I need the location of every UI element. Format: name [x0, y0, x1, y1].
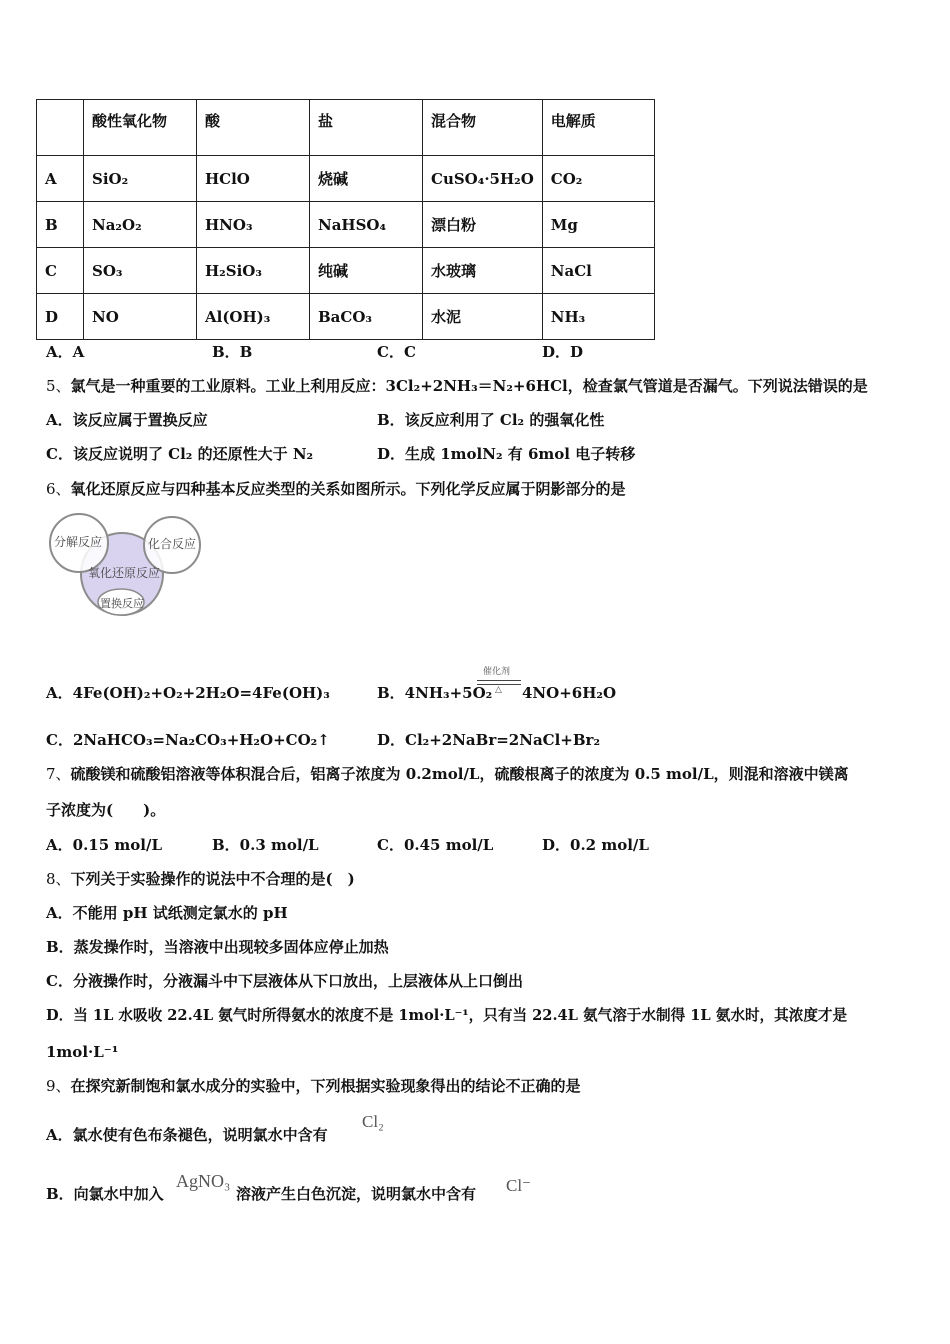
equal-line-top — [477, 680, 521, 681]
table-cell: 漂白粉 — [423, 202, 543, 248]
table-cell: 纯碱 — [310, 248, 423, 294]
q5-option-a[interactable]: A．该反应属于置换反应 — [46, 411, 208, 429]
classification-table — [36, 99, 655, 340]
table-cell: NO — [84, 294, 197, 340]
q9-option-a[interactable] — [46, 1125, 328, 1145]
q6-option-d[interactable]: D．Cl₂+2NaBr=2NaCl+Br₂ — [377, 731, 601, 749]
table-cell: Al(OH)₃ — [197, 294, 310, 340]
table-cell: SiO₂ — [84, 156, 197, 202]
heat-symbol: △ — [495, 685, 502, 695]
table-cell: C — [37, 248, 84, 294]
chloride-formula: Cl⁻ — [506, 1176, 532, 1195]
question-number: 8、 — [46, 870, 71, 888]
q5-option-b[interactable]: B．该反应利用了 Cl₂ 的强氧化性 — [377, 411, 605, 429]
q9-stem — [46, 1076, 581, 1096]
option-b-mid-text: 溶液产生白色沉淀，说明氯水中含有 — [236, 1185, 477, 1203]
question-text: 下列关于实验操作的说法中不合理的是( ) — [70, 870, 355, 888]
table-cell: NH₃ — [542, 294, 654, 340]
table-cell: Mg — [542, 202, 654, 248]
table-header-cell: 电解质 — [542, 100, 654, 156]
table-header-cell: 酸性氧化物 — [84, 100, 197, 156]
combination-label: 化合反应 — [148, 537, 197, 551]
q9-option-b[interactable] — [46, 1184, 164, 1204]
option-text: A．氯水使有色布条褪色，说明氯水中含有 — [46, 1126, 328, 1144]
table-header-row — [37, 100, 655, 156]
option-text: B．向氯水中加入 — [46, 1185, 164, 1203]
q5-option-c[interactable]: C．该反应说明了 Cl₂ 的还原性大于 N₂ — [46, 445, 314, 463]
table-cell: CO₂ — [542, 156, 654, 202]
question-text: 在探究新制饱和氯水成分的实验中，下列根据实验现象得出的结论不正确的是 — [70, 1077, 581, 1095]
q8-option-d[interactable]: D．当 1L 水吸收 22.4L 氨气时所得氨水的浓度不是 1mol·L⁻¹，只有当 22.4L 氨气溶于水制得 1L 氨水时，其浓度才是 — [46, 1007, 848, 1024]
q4-option-a[interactable]: A．A — [46, 343, 85, 361]
table-cell: CuSO₄·5H₂O — [423, 156, 543, 202]
question-number: 5、 — [46, 377, 71, 395]
reaction-venn-diagram — [44, 512, 204, 632]
table-cell: Na₂O₂ — [84, 202, 197, 248]
table-header-cell — [37, 100, 84, 156]
table-cell: H₂SiO₃ — [197, 248, 310, 294]
q8-option-d-cont: 1mol·L⁻¹ — [46, 1043, 119, 1061]
q5-stem — [46, 376, 868, 396]
option-b-products: 4NO+6H₂O — [522, 684, 617, 702]
q7-option-d[interactable]: D．0.2 mol/L — [542, 836, 649, 854]
reaction-condition — [477, 664, 523, 704]
table-cell: NaHSO₄ — [310, 202, 423, 248]
q7-option-b[interactable]: B．0.3 mol/L — [212, 836, 319, 854]
table-cell: 水玻璃 — [423, 248, 543, 294]
q6-option-b[interactable] — [377, 683, 492, 703]
q7-option-a[interactable]: A．0.15 mol/L — [46, 836, 162, 854]
q5-option-d[interactable]: D．生成 1molN₂ 有 6mol 电子转移 — [377, 445, 636, 463]
table-row — [37, 248, 655, 294]
table-row — [37, 156, 655, 202]
decomposition-label: 分解反应 — [54, 535, 103, 549]
table-cell: NaCl — [542, 248, 654, 294]
table-cell: HClO — [197, 156, 310, 202]
displacement-label: 置换反应 — [100, 597, 144, 610]
q7-stem-line2: 子浓度为( )。 — [46, 801, 166, 819]
q4-option-d[interactable]: D．D — [542, 343, 584, 361]
question-text: 氧化还原反应与四种基本反应类型的关系如图所示。下列化学反应属于阴影部分的是 — [70, 480, 626, 498]
q4-option-b[interactable]: B．B — [212, 343, 253, 361]
table-cell: 烧碱 — [310, 156, 423, 202]
q8-option-a[interactable]: A．不能用 pH 试纸测定氯水的 pH — [46, 904, 288, 922]
table-cell: B — [37, 202, 84, 248]
q6-stem — [46, 479, 626, 499]
q6-option-a[interactable]: A．4Fe(OH)₂+O₂+2H₂O=4Fe(OH)₃ — [46, 684, 330, 702]
option-b-reactants: B．4NH₃+5O₂ — [377, 684, 493, 702]
table-row — [37, 202, 655, 248]
q8-option-c[interactable]: C．分液操作时，分液漏斗中下层液体从下口放出，上层液体从上口倒出 — [46, 972, 523, 990]
table-header-cell: 混合物 — [423, 100, 543, 156]
question-number: 9、 — [46, 1077, 71, 1095]
q7-stem-line1 — [46, 764, 849, 784]
question-number: 7、 — [46, 765, 71, 783]
q4-option-c[interactable]: C．C — [377, 343, 416, 361]
catalyst-label: 催化剂 — [483, 667, 511, 677]
table-cell: HNO₃ — [197, 202, 310, 248]
table-cell: A — [37, 156, 84, 202]
table-cell: D — [37, 294, 84, 340]
q8-stem — [46, 869, 355, 889]
table-header-cell: 酸 — [197, 100, 310, 156]
table-cell: BaCO₃ — [310, 294, 423, 340]
q6-option-c[interactable]: C．2NaHCO₃=Na₂CO₃+H₂O+CO₂↑ — [46, 731, 330, 749]
q8-option-b[interactable]: B．蒸发操作时，当溶液中出现较多固体应停止加热 — [46, 938, 389, 956]
question-text: 氯气是一种重要的工业原料。工业上利用反应：3Cl₂+2NH₃＝N₂+6HCl，检查氯气管道是否漏气。下列说法错误的是 — [70, 377, 868, 395]
q7-option-c[interactable]: C．0.45 mol/L — [377, 836, 494, 854]
table-header-cell: 盐 — [310, 100, 423, 156]
table-cell: SO₃ — [84, 248, 197, 294]
table-cell: 水泥 — [423, 294, 543, 340]
redox-label: 氧化还原反应 — [88, 566, 161, 580]
question-number: 6、 — [46, 480, 71, 498]
silver-nitrate-formula: AgNO₃ — [176, 1171, 231, 1191]
question-text: 硫酸镁和硫酸铝溶液等体积混合后，铝离子浓度为 0.2mol/L，硫酸根离子的浓度为 0.5 mol/L，则混和溶液中镁离 — [70, 765, 849, 783]
chlorine-formula: Cl₂ — [362, 1112, 384, 1131]
table-row — [37, 294, 655, 340]
